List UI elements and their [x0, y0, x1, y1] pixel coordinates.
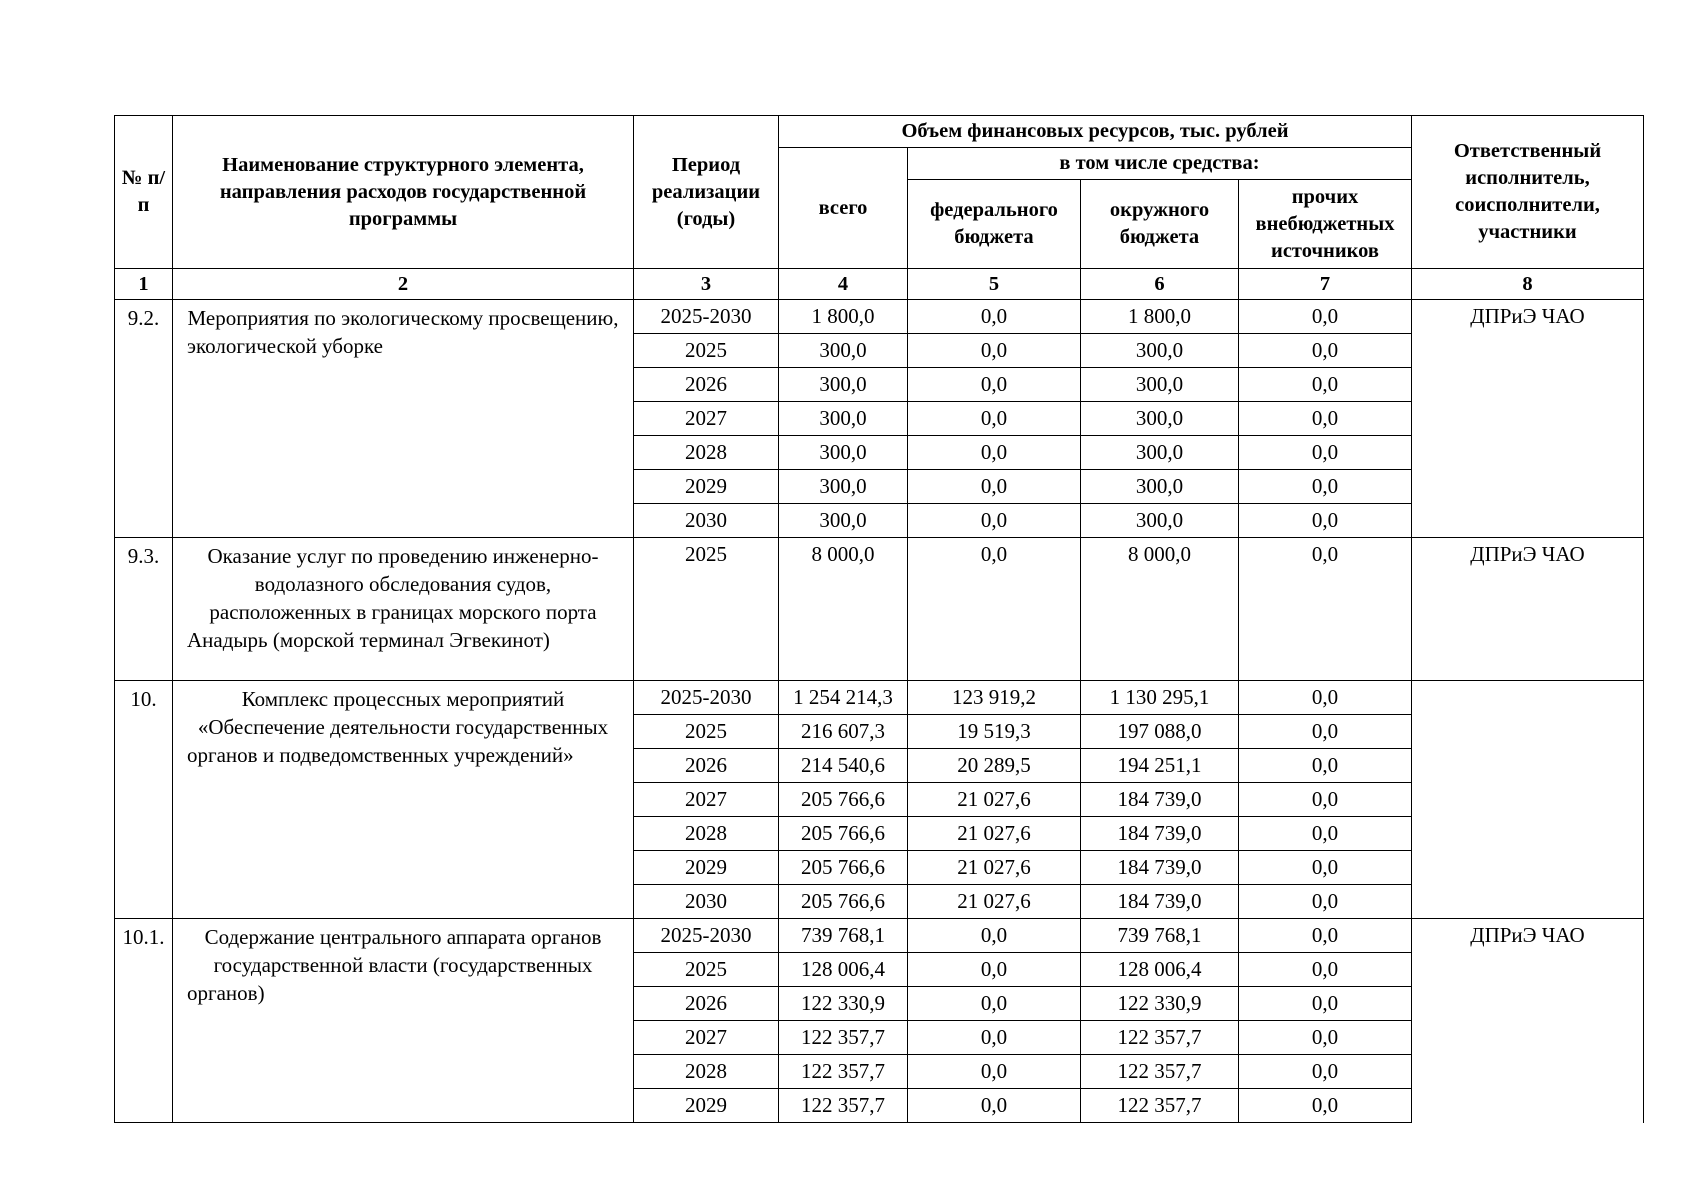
total-cell: 205 766,6: [779, 817, 908, 851]
total-cell: 122 357,7: [779, 1055, 908, 1089]
column-number: 8: [1412, 269, 1644, 300]
item-name: Содержание центрального аппарата органов государственной власти (государственных органов): [173, 919, 634, 1123]
responsible-cell: ДПРиЭ ЧАО: [1412, 538, 1644, 681]
other-cell: 0,0: [1239, 715, 1412, 749]
other-cell: 0,0: [1239, 987, 1412, 1021]
header-col-including: в том числе средства:: [908, 148, 1412, 180]
item-name: Комплекс процессных мероприятий «Обеспечение деятельности государственных органов и подведомственных учреждений»: [173, 681, 634, 919]
total-cell: 205 766,6: [779, 885, 908, 919]
item-number: 9.2.: [115, 300, 173, 538]
total-cell: 739 768,1: [779, 919, 908, 953]
district-cell: 184 739,0: [1081, 817, 1239, 851]
header-col-no: № п/п: [115, 116, 173, 269]
other-cell: 0,0: [1239, 1055, 1412, 1089]
other-cell: 0,0: [1239, 851, 1412, 885]
federal-cell: 0,0: [908, 436, 1081, 470]
federal-cell: 21 027,6: [908, 885, 1081, 919]
district-cell: 1 130 295,1: [1081, 681, 1239, 715]
period-cell: 2030: [634, 504, 779, 538]
total-cell: 300,0: [779, 368, 908, 402]
total-cell: 300,0: [779, 504, 908, 538]
period-cell: 2025-2030: [634, 919, 779, 953]
other-cell: 0,0: [1239, 919, 1412, 953]
table-row: [115, 919, 1644, 953]
district-cell: 122 357,7: [1081, 1021, 1239, 1055]
federal-cell: 21 027,6: [908, 851, 1081, 885]
district-cell: 122 357,7: [1081, 1055, 1239, 1089]
federal-cell: 20 289,5: [908, 749, 1081, 783]
table-row: [115, 538, 1644, 681]
period-cell: 2029: [634, 851, 779, 885]
other-cell: 0,0: [1239, 1089, 1412, 1123]
federal-cell: 0,0: [908, 300, 1081, 334]
federal-cell: 123 919,2: [908, 681, 1081, 715]
district-cell: 1 800,0: [1081, 300, 1239, 334]
period-cell: 2029: [634, 1089, 779, 1123]
federal-cell: 21 027,6: [908, 783, 1081, 817]
federal-cell: 0,0: [908, 470, 1081, 504]
item-number: 10.1.: [115, 919, 173, 1123]
other-cell: 0,0: [1239, 538, 1412, 681]
district-cell: 300,0: [1081, 470, 1239, 504]
district-cell: 300,0: [1081, 504, 1239, 538]
other-cell: 0,0: [1239, 504, 1412, 538]
header-col-other: прочих внебюджетных источников: [1239, 180, 1412, 269]
total-cell: 214 540,6: [779, 749, 908, 783]
federal-cell: 0,0: [908, 538, 1081, 681]
period-cell: 2026: [634, 368, 779, 402]
header-col-responsible: Ответственный исполнитель, соисполнители, участники: [1412, 116, 1644, 269]
other-cell: 0,0: [1239, 681, 1412, 715]
total-cell: 122 357,7: [779, 1021, 908, 1055]
financial-resources-table: [114, 115, 1644, 1123]
other-cell: 0,0: [1239, 368, 1412, 402]
district-cell: 300,0: [1081, 436, 1239, 470]
total-cell: 8 000,0: [779, 538, 908, 681]
district-cell: 300,0: [1081, 368, 1239, 402]
period-cell: 2026: [634, 987, 779, 1021]
district-cell: 184 739,0: [1081, 783, 1239, 817]
header-col-name: Наименование структурного элемента, направления расходов государственной программы: [173, 116, 634, 269]
period-cell: 2028: [634, 817, 779, 851]
period-cell: 2025: [634, 334, 779, 368]
federal-cell: 0,0: [908, 334, 1081, 368]
header-col-district: окружного бюджета: [1081, 180, 1239, 269]
district-cell: 8 000,0: [1081, 538, 1239, 681]
total-cell: 122 330,9: [779, 987, 908, 1021]
period-cell: 2025: [634, 953, 779, 987]
period-cell: 2029: [634, 470, 779, 504]
federal-cell: 0,0: [908, 1089, 1081, 1123]
district-cell: 128 006,4: [1081, 953, 1239, 987]
federal-cell: 0,0: [908, 1055, 1081, 1089]
column-number: 4: [779, 269, 908, 300]
federal-cell: 19 519,3: [908, 715, 1081, 749]
period-cell: 2025-2030: [634, 300, 779, 334]
total-cell: 128 006,4: [779, 953, 908, 987]
other-cell: 0,0: [1239, 817, 1412, 851]
federal-cell: 0,0: [908, 1021, 1081, 1055]
header-col-volume: Объем финансовых ресурсов, тыс. рублей: [779, 116, 1412, 148]
district-cell: 122 357,7: [1081, 1089, 1239, 1123]
period-cell: 2028: [634, 436, 779, 470]
period-cell: 2030: [634, 885, 779, 919]
other-cell: 0,0: [1239, 1021, 1412, 1055]
other-cell: 0,0: [1239, 749, 1412, 783]
header-col-period: Период реализации (годы): [634, 116, 779, 269]
other-cell: 0,0: [1239, 885, 1412, 919]
other-cell: 0,0: [1239, 953, 1412, 987]
item-number: 9.3.: [115, 538, 173, 681]
item-name: Оказание услуг по проведению инженерно-водолазного обследования судов, расположенных в границах морского порта Анадырь (морской терминал Эгвекинот): [173, 538, 634, 681]
period-cell: 2026: [634, 749, 779, 783]
column-number: 2: [173, 269, 634, 300]
total-cell: 300,0: [779, 436, 908, 470]
table-row: [115, 681, 1644, 715]
table-row: [115, 300, 1644, 334]
column-number: 5: [908, 269, 1081, 300]
district-cell: 184 739,0: [1081, 885, 1239, 919]
federal-cell: 0,0: [908, 402, 1081, 436]
other-cell: 0,0: [1239, 783, 1412, 817]
period-cell: 2028: [634, 1055, 779, 1089]
responsible-cell: ДПРиЭ ЧАО: [1412, 300, 1644, 538]
federal-cell: 21 027,6: [908, 817, 1081, 851]
district-cell: 122 330,9: [1081, 987, 1239, 1021]
federal-cell: 0,0: [908, 987, 1081, 1021]
federal-cell: 0,0: [908, 368, 1081, 402]
other-cell: 0,0: [1239, 334, 1412, 368]
period-cell: 2025: [634, 538, 779, 681]
total-cell: 205 766,6: [779, 783, 908, 817]
total-cell: 300,0: [779, 470, 908, 504]
period-cell: 2025-2030: [634, 681, 779, 715]
column-number-row: [115, 269, 1644, 300]
total-cell: 300,0: [779, 334, 908, 368]
district-cell: 184 739,0: [1081, 851, 1239, 885]
total-cell: 300,0: [779, 402, 908, 436]
total-cell: 122 357,7: [779, 1089, 908, 1123]
total-cell: 205 766,6: [779, 851, 908, 885]
responsible-cell: [1412, 681, 1644, 919]
column-number: 7: [1239, 269, 1412, 300]
district-cell: 194 251,1: [1081, 749, 1239, 783]
total-cell: 216 607,3: [779, 715, 908, 749]
district-cell: 300,0: [1081, 402, 1239, 436]
column-number: 1: [115, 269, 173, 300]
item-number: 10.: [115, 681, 173, 919]
total-cell: 1 800,0: [779, 300, 908, 334]
district-cell: 197 088,0: [1081, 715, 1239, 749]
other-cell: 0,0: [1239, 300, 1412, 334]
federal-cell: 0,0: [908, 919, 1081, 953]
column-number: 3: [634, 269, 779, 300]
district-cell: 300,0: [1081, 334, 1239, 368]
responsible-cell: ДПРиЭ ЧАО: [1412, 919, 1644, 1123]
other-cell: 0,0: [1239, 402, 1412, 436]
federal-cell: 0,0: [908, 953, 1081, 987]
header-col-total: всего: [779, 148, 908, 269]
period-cell: 2027: [634, 783, 779, 817]
district-cell: 739 768,1: [1081, 919, 1239, 953]
other-cell: 0,0: [1239, 436, 1412, 470]
column-number: 6: [1081, 269, 1239, 300]
period-cell: 2025: [634, 715, 779, 749]
period-cell: 2027: [634, 1021, 779, 1055]
other-cell: 0,0: [1239, 470, 1412, 504]
total-cell: 1 254 214,3: [779, 681, 908, 715]
header-col-federal: федерального бюджета: [908, 180, 1081, 269]
federal-cell: 0,0: [908, 504, 1081, 538]
period-cell: 2027: [634, 402, 779, 436]
item-name: Мероприятия по экологическому просвещению, экологической уборке: [173, 300, 634, 538]
